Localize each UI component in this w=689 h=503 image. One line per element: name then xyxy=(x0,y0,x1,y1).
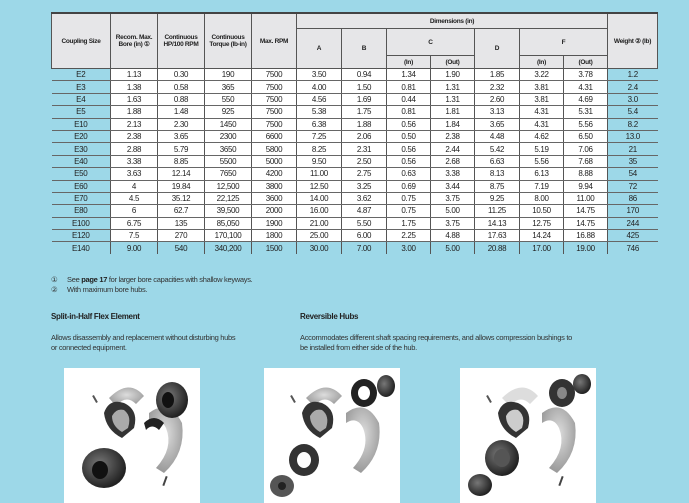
cell-dim-f-in: 7.19 xyxy=(520,180,564,192)
cell-bore: 9.00 xyxy=(111,242,158,254)
cell-dim-f-in: 8.00 xyxy=(520,192,564,204)
cell-dim-d: 4.48 xyxy=(475,130,520,142)
page-reference: page 17 xyxy=(81,275,108,284)
cell-dim-f-out: 14.75 xyxy=(564,217,608,229)
table-row xyxy=(52,180,658,192)
header-hp: Continuous HP/100 RPM xyxy=(158,13,205,69)
table-row xyxy=(52,81,658,93)
cell-dim-d: 3.65 xyxy=(475,118,520,130)
header-torque: Continuous Torque (lb-in) xyxy=(205,13,252,69)
footnote-marker-2: ② xyxy=(51,285,58,294)
cell-torque: 550 xyxy=(205,93,252,105)
cell-max-rpm: 7500 xyxy=(252,93,297,105)
cell-bore: 2.13 xyxy=(111,118,158,130)
cell-dim-d: 20.88 xyxy=(475,242,520,254)
table-row xyxy=(52,93,658,105)
cell-dim-a: 30.00 xyxy=(297,242,342,254)
cell-dim-c-out: 3.38 xyxy=(431,168,475,180)
cell-dim-c-out: 4.88 xyxy=(431,230,475,242)
header-dimensions: Dimensions (in) xyxy=(297,13,608,29)
coupling-photo-compression-bushings xyxy=(460,368,596,503)
cell-dim-c-in: 0.56 xyxy=(387,118,431,130)
cell-coupling-size: E4 xyxy=(52,93,111,105)
cell-weight: 2.4 xyxy=(608,81,658,93)
cell-dim-f-out: 19.00 xyxy=(564,242,608,254)
cell-torque: 7650 xyxy=(205,168,252,180)
cell-dim-f-in: 5.56 xyxy=(520,155,564,167)
cell-dim-a: 16.00 xyxy=(297,205,342,217)
cell-dim-d: 17.63 xyxy=(475,230,520,242)
header-rpm: Max. RPM xyxy=(252,13,297,69)
feature-split-in-half xyxy=(51,312,235,353)
header-d: D xyxy=(475,29,520,69)
cell-hp: 3.65 xyxy=(158,130,205,142)
cell-dim-c-out: 2.68 xyxy=(431,155,475,167)
cell-dim-c-in: 2.25 xyxy=(387,230,431,242)
cell-dim-c-out: 2.44 xyxy=(431,143,475,155)
cell-torque: 340,200 xyxy=(205,242,252,254)
cell-dim-c-in: 0.63 xyxy=(387,168,431,180)
cell-dim-d: 3.13 xyxy=(475,106,520,118)
header-a: A xyxy=(297,29,342,69)
cell-coupling-size: E60 xyxy=(52,180,111,192)
cell-dim-a: 25.00 xyxy=(297,230,342,242)
cell-dim-b: 1.50 xyxy=(342,81,387,93)
cell-torque: 85,050 xyxy=(205,217,252,229)
cell-torque: 925 xyxy=(205,106,252,118)
cell-max-rpm: 1800 xyxy=(252,230,297,242)
cell-dim-f-out: 5.31 xyxy=(564,106,608,118)
cell-bore: 1.13 xyxy=(111,69,158,81)
cell-weight: 35 xyxy=(608,155,658,167)
cell-max-rpm: 3800 xyxy=(252,180,297,192)
table-row xyxy=(52,242,658,254)
cell-dim-d: 6.63 xyxy=(475,155,520,167)
coupling-spec-table xyxy=(51,12,658,254)
cell-bore: 2.38 xyxy=(111,130,158,142)
header-b: B xyxy=(342,29,387,69)
cell-dim-f-in: 5.19 xyxy=(520,143,564,155)
cell-hp: 135 xyxy=(158,217,205,229)
cell-dim-f-in: 12.75 xyxy=(520,217,564,229)
table-row xyxy=(52,217,658,229)
cell-dim-f-out: 16.88 xyxy=(564,230,608,242)
cell-max-rpm: 7500 xyxy=(252,81,297,93)
cell-dim-c-out: 5.00 xyxy=(431,242,475,254)
cell-dim-c-in: 0.81 xyxy=(387,106,431,118)
cell-dim-d: 1.85 xyxy=(475,69,520,81)
cell-dim-f-in: 4.31 xyxy=(520,106,564,118)
cell-weight: 13.0 xyxy=(608,130,658,142)
cell-dim-a: 11.00 xyxy=(297,168,342,180)
cell-dim-a: 12.50 xyxy=(297,180,342,192)
cell-hp: 19.84 xyxy=(158,180,205,192)
table-row xyxy=(52,143,658,155)
header-coupling-size: Coupling Size xyxy=(52,13,111,69)
cell-dim-c-out: 3.44 xyxy=(431,180,475,192)
cell-dim-a: 4.56 xyxy=(297,93,342,105)
cell-dim-c-in: 0.56 xyxy=(387,143,431,155)
cell-dim-c-out: 1.31 xyxy=(431,93,475,105)
cell-dim-d: 14.13 xyxy=(475,217,520,229)
header-f: F xyxy=(520,29,608,56)
cell-bore: 1.88 xyxy=(111,106,158,118)
cell-dim-b: 2.31 xyxy=(342,143,387,155)
cell-dim-c-in: 0.69 xyxy=(387,180,431,192)
cell-dim-f-out: 11.00 xyxy=(564,192,608,204)
cell-coupling-size: E3 xyxy=(52,81,111,93)
cell-dim-b: 0.94 xyxy=(342,69,387,81)
cell-bore: 4 xyxy=(111,180,158,192)
cell-hp: 0.58 xyxy=(158,81,205,93)
cell-dim-c-out: 2.38 xyxy=(431,130,475,142)
cell-torque: 190 xyxy=(205,69,252,81)
cell-weight: 86 xyxy=(608,192,658,204)
cell-bore: 3.38 xyxy=(111,155,158,167)
cell-coupling-size: E80 xyxy=(52,205,111,217)
cell-dim-f-out: 4.31 xyxy=(564,81,608,93)
cell-dim-c-in: 0.75 xyxy=(387,192,431,204)
coupling-photo-reversible-hubs xyxy=(264,368,400,503)
cell-bore: 6.75 xyxy=(111,217,158,229)
cell-coupling-size: E5 xyxy=(52,106,111,118)
cell-hp: 2.30 xyxy=(158,118,205,130)
cell-dim-c-in: 1.75 xyxy=(387,217,431,229)
cell-hp: 35.12 xyxy=(158,192,205,204)
cell-torque: 5500 xyxy=(205,155,252,167)
cell-dim-d: 2.32 xyxy=(475,81,520,93)
table-row xyxy=(52,192,658,204)
cell-dim-a: 6.38 xyxy=(297,118,342,130)
cell-dim-a: 4.00 xyxy=(297,81,342,93)
cell-dim-f-out: 7.06 xyxy=(564,143,608,155)
cell-coupling-size: E2 xyxy=(52,69,111,81)
cell-max-rpm: 7500 xyxy=(252,106,297,118)
cell-weight: 54 xyxy=(608,168,658,180)
cell-dim-f-out: 6.50 xyxy=(564,130,608,142)
cell-dim-f-in: 14.24 xyxy=(520,230,564,242)
coupling-image xyxy=(264,368,400,503)
cell-dim-c-in: 3.00 xyxy=(387,242,431,254)
cell-dim-d: 2.60 xyxy=(475,93,520,105)
cell-dim-c-out: 1.31 xyxy=(431,81,475,93)
footnote-1: ① See page 17 for larger bore capacities with shallow keyways. xyxy=(51,275,253,284)
cell-coupling-size: E100 xyxy=(52,217,111,229)
coupling-image xyxy=(64,368,200,503)
cell-dim-a: 7.25 xyxy=(297,130,342,142)
cell-dim-b: 2.06 xyxy=(342,130,387,142)
table-row xyxy=(52,130,658,142)
cell-dim-d: 8.13 xyxy=(475,168,520,180)
feature-title: Split-in-Half Flex Element xyxy=(51,312,140,321)
cell-dim-b: 6.00 xyxy=(342,230,387,242)
header-c: C xyxy=(387,29,475,56)
cell-weight: 5.4 xyxy=(608,106,658,118)
cell-weight: 425 xyxy=(608,230,658,242)
cell-dim-f-in: 4.62 xyxy=(520,130,564,142)
cell-torque: 3650 xyxy=(205,143,252,155)
cell-dim-f-out: 5.56 xyxy=(564,118,608,130)
cell-dim-a: 9.50 xyxy=(297,155,342,167)
header-c-in: (In) xyxy=(387,56,431,69)
cell-max-rpm: 4200 xyxy=(252,168,297,180)
cell-max-rpm: 7500 xyxy=(252,118,297,130)
cell-dim-f-in: 17.00 xyxy=(520,242,564,254)
cell-dim-a: 8.25 xyxy=(297,143,342,155)
cell-dim-c-out: 5.00 xyxy=(431,205,475,217)
cell-weight: 746 xyxy=(608,242,658,254)
cell-torque: 12,500 xyxy=(205,180,252,192)
cell-dim-f-in: 3.81 xyxy=(520,93,564,105)
cell-weight: 72 xyxy=(608,180,658,192)
cell-bore: 7.5 xyxy=(111,230,158,242)
cell-dim-d: 9.25 xyxy=(475,192,520,204)
cell-bore: 1.63 xyxy=(111,93,158,105)
table-row xyxy=(52,69,658,81)
cell-bore: 1.38 xyxy=(111,81,158,93)
cell-dim-f-in: 10.50 xyxy=(520,205,564,217)
cell-dim-b: 1.69 xyxy=(342,93,387,105)
cell-dim-a: 5.38 xyxy=(297,106,342,118)
cell-dim-c-in: 0.56 xyxy=(387,155,431,167)
header-f-in: (In) xyxy=(520,56,564,69)
cell-bore: 2.88 xyxy=(111,143,158,155)
cell-dim-f-in: 3.22 xyxy=(520,69,564,81)
cell-max-rpm: 1500 xyxy=(252,242,297,254)
coupling-image xyxy=(460,368,596,503)
header-bore: Recom. Max. Bore (in) ① xyxy=(111,13,158,69)
cell-dim-c-in: 0.81 xyxy=(387,81,431,93)
cell-weight: 8.2 xyxy=(608,118,658,130)
cell-max-rpm: 3600 xyxy=(252,192,297,204)
footnote-marker-1: ① xyxy=(51,275,58,284)
cell-dim-f-out: 9.94 xyxy=(564,180,608,192)
cell-dim-b: 1.75 xyxy=(342,106,387,118)
feature-description: Allows disassembly and replacement without disturbing hubs or connected equipment. xyxy=(51,333,236,352)
cell-hp: 540 xyxy=(158,242,205,254)
cell-max-rpm: 7500 xyxy=(252,69,297,81)
cell-max-rpm: 1900 xyxy=(252,217,297,229)
cell-dim-b: 2.50 xyxy=(342,155,387,167)
cell-weight: 1.2 xyxy=(608,69,658,81)
cell-max-rpm: 6600 xyxy=(252,130,297,142)
cell-torque: 2300 xyxy=(205,130,252,142)
cell-max-rpm: 5800 xyxy=(252,143,297,155)
cell-dim-c-out: 3.75 xyxy=(431,192,475,204)
header-f-out: (Out) xyxy=(564,56,608,69)
cell-dim-a: 3.50 xyxy=(297,69,342,81)
cell-weight: 170 xyxy=(608,205,658,217)
cell-dim-b: 3.25 xyxy=(342,180,387,192)
cell-torque: 170,100 xyxy=(205,230,252,242)
cell-coupling-size: E140 xyxy=(52,242,111,254)
cell-coupling-size: E20 xyxy=(52,130,111,142)
cell-dim-b: 1.88 xyxy=(342,118,387,130)
cell-dim-f-out: 8.88 xyxy=(564,168,608,180)
cell-coupling-size: E40 xyxy=(52,155,111,167)
cell-dim-d: 8.75 xyxy=(475,180,520,192)
cell-coupling-size: E70 xyxy=(52,192,111,204)
cell-dim-c-in: 0.44 xyxy=(387,93,431,105)
cell-dim-f-in: 4.31 xyxy=(520,118,564,130)
table-row xyxy=(52,205,658,217)
cell-max-rpm: 2000 xyxy=(252,205,297,217)
cell-dim-c-in: 1.34 xyxy=(387,69,431,81)
cell-coupling-size: E50 xyxy=(52,168,111,180)
cell-hp: 1.48 xyxy=(158,106,205,118)
footnote-2: ② With maximum bore hubs. xyxy=(51,285,148,294)
cell-torque: 39,500 xyxy=(205,205,252,217)
header-c-out: (Out) xyxy=(431,56,475,69)
cell-dim-d: 5.42 xyxy=(475,143,520,155)
cell-weight: 244 xyxy=(608,217,658,229)
cell-dim-c-out: 1.90 xyxy=(431,69,475,81)
cell-dim-f-out: 7.68 xyxy=(564,155,608,167)
cell-torque: 1450 xyxy=(205,118,252,130)
table-row xyxy=(52,168,658,180)
cell-dim-c-out: 1.84 xyxy=(431,118,475,130)
cell-hp: 0.88 xyxy=(158,93,205,105)
cell-dim-b: 5.50 xyxy=(342,217,387,229)
cell-dim-b: 3.62 xyxy=(342,192,387,204)
cell-dim-c-out: 3.75 xyxy=(431,217,475,229)
cell-coupling-size: E30 xyxy=(52,143,111,155)
cell-hp: 270 xyxy=(158,230,205,242)
cell-weight: 21 xyxy=(608,143,658,155)
cell-dim-a: 14.00 xyxy=(297,192,342,204)
cell-bore: 6 xyxy=(111,205,158,217)
cell-dim-f-in: 3.81 xyxy=(520,81,564,93)
cell-bore: 4.5 xyxy=(111,192,158,204)
cell-hp: 0.30 xyxy=(158,69,205,81)
cell-dim-c-in: 0.75 xyxy=(387,205,431,217)
cell-dim-d: 11.25 xyxy=(475,205,520,217)
feature-description: Accommodates different shaft spacing requirements, and allows compression bushings to be installed from either side of the hub. xyxy=(300,333,573,352)
spec-table-body xyxy=(52,69,658,254)
cell-dim-c-in: 0.50 xyxy=(387,130,431,142)
cell-max-rpm: 5000 xyxy=(252,155,297,167)
cell-hp: 12.14 xyxy=(158,168,205,180)
cell-hp: 62.7 xyxy=(158,205,205,217)
table-row xyxy=(52,106,658,118)
cell-torque: 22,125 xyxy=(205,192,252,204)
table-row xyxy=(52,155,658,167)
table-row xyxy=(52,118,658,130)
cell-dim-f-out: 3.78 xyxy=(564,69,608,81)
header-weight: Weight ② (lb) xyxy=(608,13,658,69)
cell-coupling-size: E120 xyxy=(52,230,111,242)
feature-title: Reversible Hubs xyxy=(300,312,359,321)
cell-dim-c-out: 1.81 xyxy=(431,106,475,118)
table-row xyxy=(52,230,658,242)
cell-bore: 3.63 xyxy=(111,168,158,180)
cell-hp: 8.85 xyxy=(158,155,205,167)
cell-dim-b: 4.87 xyxy=(342,205,387,217)
cell-hp: 5.79 xyxy=(158,143,205,155)
cell-dim-f-out: 14.75 xyxy=(564,205,608,217)
cell-coupling-size: E10 xyxy=(52,118,111,130)
cell-dim-b: 2.75 xyxy=(342,168,387,180)
cell-torque: 365 xyxy=(205,81,252,93)
cell-weight: 3.0 xyxy=(608,93,658,105)
cell-dim-a: 21.00 xyxy=(297,217,342,229)
coupling-photo-standard-hubs xyxy=(64,368,200,503)
cell-dim-b: 7.00 xyxy=(342,242,387,254)
cell-dim-f-in: 6.13 xyxy=(520,168,564,180)
feature-reversible-hubs xyxy=(300,312,572,353)
footnotes xyxy=(51,275,252,295)
cell-dim-f-out: 4.69 xyxy=(564,93,608,105)
